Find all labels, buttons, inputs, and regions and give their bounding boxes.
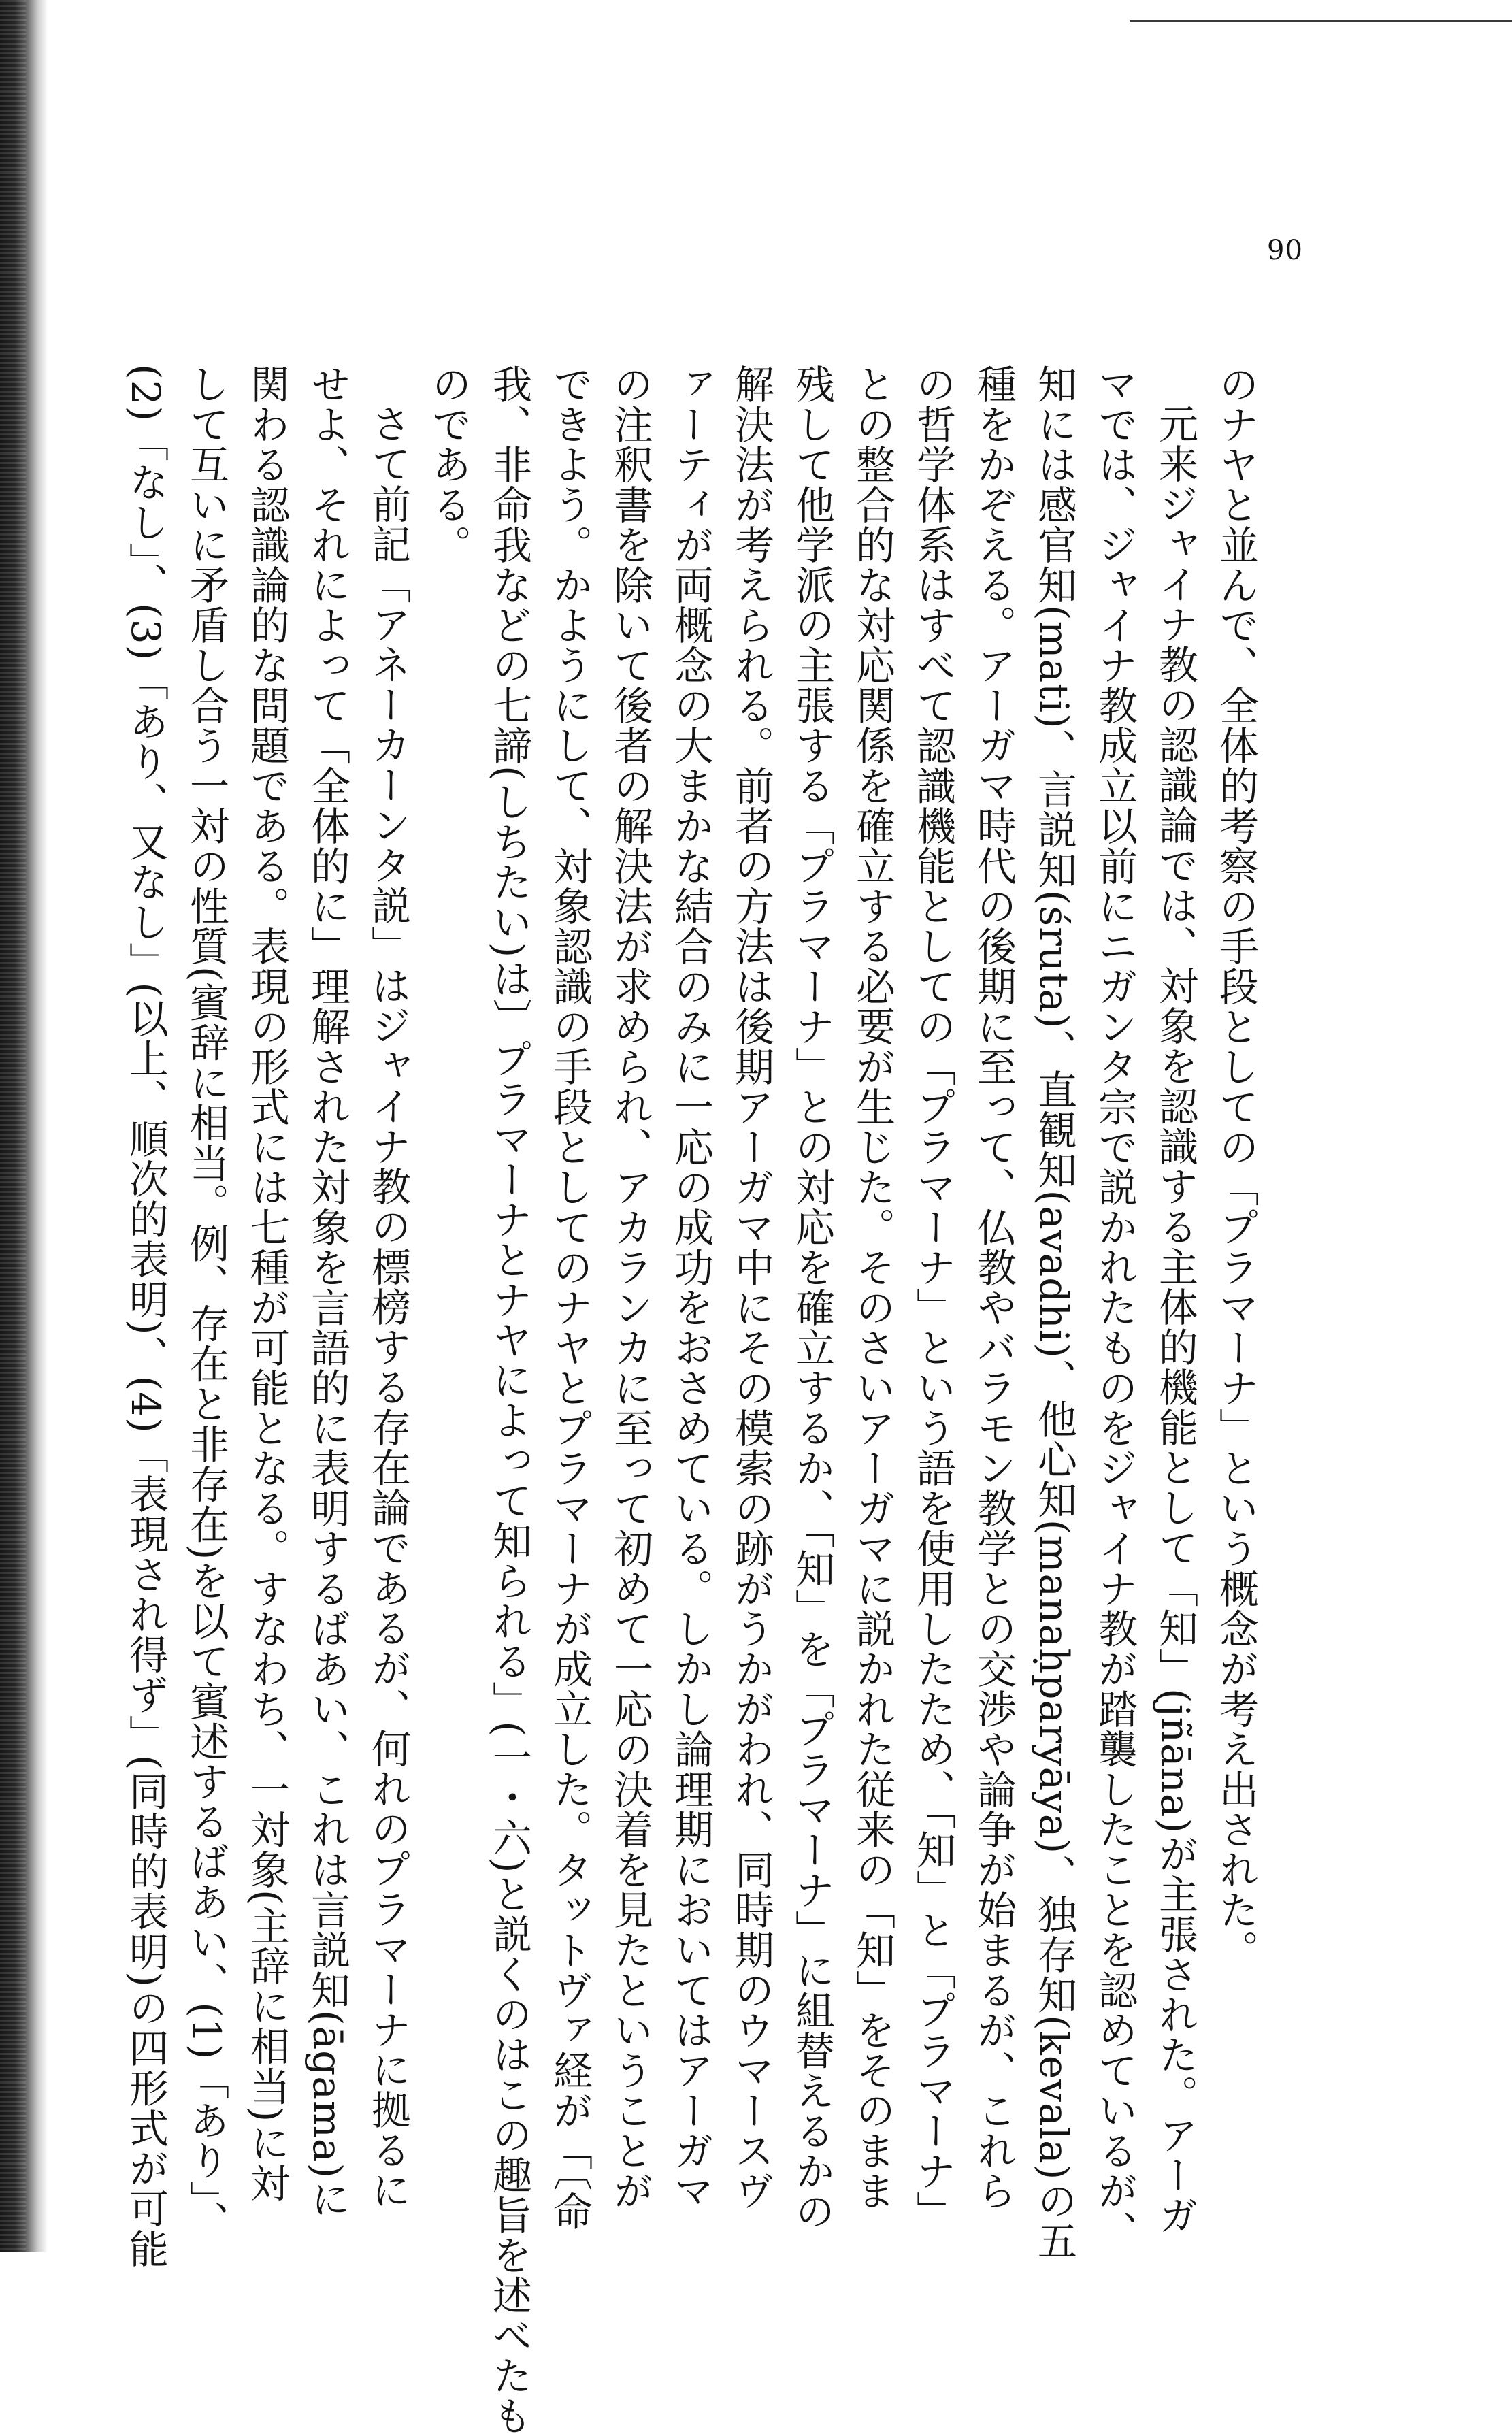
top-rule [1130,20,1512,22]
text-line: して互いに矛盾し合う一対の性質(賓辞に相当。例、存在と非存在)を以て賓述するばあい、(1)「あり」、 [183,364,229,2241]
text-line: ァーティが両概念の大まかな結合のみに一応の成功をおさめている。しかし論理期においてはアーガマ [668,364,714,2211]
body-text [115,364,1266,2436]
text-line: 残して他学派の主張する「プラマーナ」との対応を確立するか、「知」を「プラマーナ」に組替えるかの [789,364,835,2231]
page-number: 90 [1267,235,1303,266]
text-line: の哲学体系はすべて認識機能としての「プラマーナ」という語を使用したため、「知」と「プラマーナ」 [910,364,956,2231]
text-line: 元来ジャイナ教の認識論では、対象を認識する主体的機能として「知」(jñāna)が主張された。アーガ [1152,404,1198,2236]
text-line: せよ、それによって「全体的に」理解された対象を言語的に表明するばあい、これは言説知(āgama)に [304,364,350,2220]
text-line: の注釈書を除いて後者の解決法が求められ、アカランカに至って初めて一応の決着を見たということが [607,364,653,2211]
text-line: 知には感官知(mati)、言説知(śruta)、直観知(avadhi)、他心知(manaḥparyāya)、独存知(kevala)の五 [1031,364,1077,2261]
binding-noise [0,0,26,2252]
text-line: との整合的な対応関係を確立する必要が生じた。そのさいアーガマに説かれた従来の「知」をそのまま [849,364,895,2211]
text-line: できよう。かようにして、対象認識の手段としてのナヤとプラマーナが成立した。タットヴァ経が「〔命 [546,364,593,2231]
text-line: マでは、ジャイナ教成立以前にニガンタ宗で説かれたものをジャイナ教が踏襲したことを認めているが、 [1091,364,1138,2251]
text-line: (2)「なし」、(3)「あり、又なし」(以上、順次的表明)、(4)「表現され得ず」(同時的表明)の四形式が可能 [122,364,169,2269]
text-line: のナヤと並んで、全体的考察の手段としての「プラマーナ」という概念が考え出された。 [1213,364,1259,1970]
text-line: 種をかぞえる。アーガマ時代の後期に至って、仏教やバラモン教学との交渉や論争が始まるが、これら [970,364,1017,2211]
text-line: 関わる認識論的な問題である。表現の形式には七種が可能となる。すなわち、一対象(主辞に相当)に対 [244,364,290,2203]
text-line: さて前記「アネーカーンタ説」はジャイナ教の標榜する存在論であるが、何れのプラマーナに拠るに [365,404,411,2210]
text-line: のである。 [425,364,472,565]
text-line: 解決法が考えられる。前者の方法は後期アーガマ中にその模索の跡がうかがわれ、同時期のウマースヴ [728,364,774,2211]
text-line: 我、非命我などの七諦(しちたい)は〕プラマーナとナヤによって知られる」(一・六)と説くのはこの趣旨を述べたも [486,364,532,2436]
